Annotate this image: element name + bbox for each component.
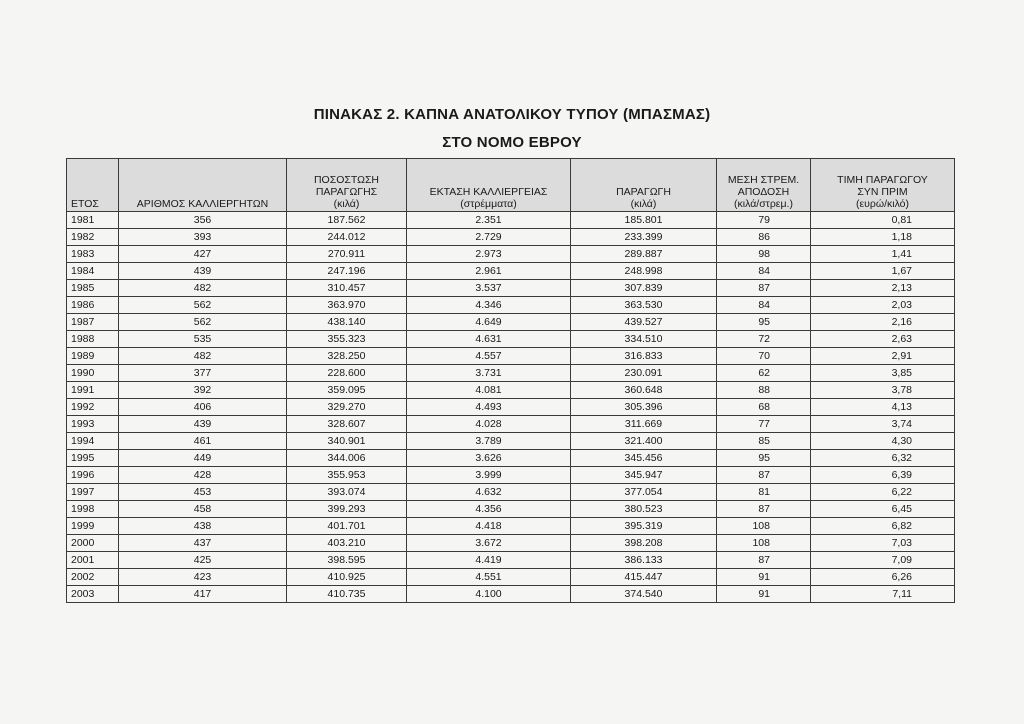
cell-yield: 77 — [717, 416, 811, 433]
cell-area: 3.789 — [407, 433, 571, 450]
cell-price: 3,74 — [811, 416, 955, 433]
table-row — [67, 467, 955, 484]
cell-yield: 87 — [717, 280, 811, 297]
cell-price: 4,30 — [811, 433, 955, 450]
cell-area: 4.100 — [407, 586, 571, 603]
cell-year: 1994 — [67, 433, 119, 450]
cell-year: 1984 — [67, 263, 119, 280]
table-row — [67, 331, 955, 348]
table-row — [67, 365, 955, 382]
cell-year: 2003 — [67, 586, 119, 603]
table-row — [67, 586, 955, 603]
table-row — [67, 416, 955, 433]
cell-year: 1985 — [67, 280, 119, 297]
cell-price: 1,67 — [811, 263, 955, 280]
cell-yield: 79 — [717, 212, 811, 229]
cell-price: 7,03 — [811, 535, 955, 552]
cell-year: 1995 — [67, 450, 119, 467]
cell-growers: 417 — [119, 586, 287, 603]
cell-quota: 410.925 — [287, 569, 407, 586]
cell-year: 1988 — [67, 331, 119, 348]
cell-yield: 84 — [717, 263, 811, 280]
header-line: ΑΡΙΘΜΟΣ ΚΑΛΛΙΕΡΓΗΤΩΝ — [136, 198, 269, 210]
cell-quota: 247.196 — [287, 263, 407, 280]
cell-quota: 393.074 — [287, 484, 407, 501]
cell-quota: 399.293 — [287, 501, 407, 518]
cell-growers: 392 — [119, 382, 287, 399]
table-row — [67, 348, 955, 365]
cell-year: 1992 — [67, 399, 119, 416]
cell-year: 1986 — [67, 297, 119, 314]
cell-area: 4.557 — [407, 348, 571, 365]
cell-quota: 355.953 — [287, 467, 407, 484]
header-row — [67, 159, 955, 212]
cell-yield: 87 — [717, 501, 811, 518]
cell-year: 1993 — [67, 416, 119, 433]
table-row — [67, 263, 955, 280]
header-year — [67, 159, 119, 212]
cell-growers: 458 — [119, 501, 287, 518]
cell-growers: 437 — [119, 535, 287, 552]
cell-quota: 363.970 — [287, 297, 407, 314]
header-yield — [717, 159, 811, 212]
cell-growers: 423 — [119, 569, 287, 586]
cell-yield: 108 — [717, 535, 811, 552]
header-line: ΠΟΣΟΣΤΩΣΗ — [313, 174, 380, 186]
tobacco-data-table — [66, 158, 955, 603]
cell-quota: 403.210 — [287, 535, 407, 552]
cell-production: 307.839 — [571, 280, 717, 297]
cell-price: 2,16 — [811, 314, 955, 331]
cell-area: 3.672 — [407, 535, 571, 552]
cell-production: 321.400 — [571, 433, 717, 450]
cell-area: 4.631 — [407, 331, 571, 348]
cell-production: 289.887 — [571, 246, 717, 263]
header-production — [571, 159, 717, 212]
cell-price: 0,81 — [811, 212, 955, 229]
cell-year: 2001 — [67, 552, 119, 569]
cell-production: 233.399 — [571, 229, 717, 246]
cell-price: 2,03 — [811, 297, 955, 314]
cell-price: 1,18 — [811, 229, 955, 246]
cell-quota: 355.323 — [287, 331, 407, 348]
cell-yield: 62 — [717, 365, 811, 382]
cell-price: 3,85 — [811, 365, 955, 382]
cell-area: 4.632 — [407, 484, 571, 501]
cell-production: 363.530 — [571, 297, 717, 314]
header-line: (κιλά) — [333, 198, 360, 210]
header-line: ΠΑΡΑΓΩΓΗΣ — [315, 186, 378, 198]
header-line: (κιλά) — [630, 198, 657, 210]
cell-price: 2,13 — [811, 280, 955, 297]
cell-price: 3,78 — [811, 382, 955, 399]
cell-production: 185.801 — [571, 212, 717, 229]
cell-quota: 359.095 — [287, 382, 407, 399]
cell-production: 386.133 — [571, 552, 717, 569]
cell-year: 1991 — [67, 382, 119, 399]
header-line: (κιλά/στρεμ.) — [734, 198, 793, 210]
cell-production: 360.648 — [571, 382, 717, 399]
cell-growers: 393 — [119, 229, 287, 246]
header-area — [407, 159, 571, 212]
cell-growers: 428 — [119, 467, 287, 484]
cell-yield: 88 — [717, 382, 811, 399]
cell-year: 1981 — [67, 212, 119, 229]
cell-area: 2.351 — [407, 212, 571, 229]
cell-growers: 562 — [119, 314, 287, 331]
cell-growers: 438 — [119, 518, 287, 535]
header-line: ΣΥΝ ΠΡΙΜ — [857, 186, 908, 198]
cell-production: 374.540 — [571, 586, 717, 603]
cell-yield: 72 — [717, 331, 811, 348]
cell-area: 4.649 — [407, 314, 571, 331]
cell-area: 3.537 — [407, 280, 571, 297]
cell-growers: 427 — [119, 246, 287, 263]
cell-quota: 340.901 — [287, 433, 407, 450]
table-row — [67, 382, 955, 399]
cell-yield: 95 — [717, 314, 811, 331]
cell-growers: 356 — [119, 212, 287, 229]
header-line: ΕΚΤΑΣΗ ΚΑΛΛΙΕΡΓΕΙΑΣ — [429, 186, 548, 198]
cell-area: 3.999 — [407, 467, 571, 484]
cell-production: 398.208 — [571, 535, 717, 552]
cell-quota: 310.457 — [287, 280, 407, 297]
cell-quota: 401.701 — [287, 518, 407, 535]
cell-growers: 482 — [119, 280, 287, 297]
cell-quota: 270.911 — [287, 246, 407, 263]
table-row — [67, 450, 955, 467]
cell-area: 4.419 — [407, 552, 571, 569]
cell-growers: 453 — [119, 484, 287, 501]
cell-yield: 70 — [717, 348, 811, 365]
cell-yield: 81 — [717, 484, 811, 501]
table-row — [67, 484, 955, 501]
cell-price: 7,11 — [811, 586, 955, 603]
header-line: ΤΙΜΗ ΠΑΡΑΓΩΓΟΥ — [837, 174, 928, 186]
cell-yield: 108 — [717, 518, 811, 535]
cell-quota: 187.562 — [287, 212, 407, 229]
cell-price: 1,41 — [811, 246, 955, 263]
cell-growers: 425 — [119, 552, 287, 569]
table-row — [67, 552, 955, 569]
header-line: ΠΑΡΑΓΩΓΗ — [616, 186, 671, 198]
cell-price: 6,82 — [811, 518, 955, 535]
cell-growers: 562 — [119, 297, 287, 314]
cell-growers: 439 — [119, 263, 287, 280]
cell-growers: 449 — [119, 450, 287, 467]
cell-year: 2000 — [67, 535, 119, 552]
table-row — [67, 212, 955, 229]
table-row — [67, 229, 955, 246]
cell-year: 1989 — [67, 348, 119, 365]
cell-production: 305.396 — [571, 399, 717, 416]
cell-production: 334.510 — [571, 331, 717, 348]
table-row — [67, 280, 955, 297]
cell-quota: 244.012 — [287, 229, 407, 246]
header-quota — [287, 159, 407, 212]
cell-price: 4,13 — [811, 399, 955, 416]
cell-price: 6,22 — [811, 484, 955, 501]
cell-yield: 95 — [717, 450, 811, 467]
cell-production: 248.998 — [571, 263, 717, 280]
cell-growers: 439 — [119, 416, 287, 433]
cell-year: 1990 — [67, 365, 119, 382]
table-row — [67, 535, 955, 552]
header-line: ΜΕΣΗ ΣΤΡΕΜ. — [727, 174, 800, 186]
cell-production: 380.523 — [571, 501, 717, 518]
cell-yield: 68 — [717, 399, 811, 416]
cell-growers: 406 — [119, 399, 287, 416]
cell-yield: 91 — [717, 586, 811, 603]
cell-production: 230.091 — [571, 365, 717, 382]
header-growers — [119, 159, 287, 212]
cell-production: 316.833 — [571, 348, 717, 365]
cell-price: 6,45 — [811, 501, 955, 518]
cell-year: 1997 — [67, 484, 119, 501]
table-body — [67, 212, 955, 603]
cell-yield: 98 — [717, 246, 811, 263]
header-line: ΑΠΟΔΟΣΗ — [737, 186, 790, 198]
cell-year: 2002 — [67, 569, 119, 586]
table-row — [67, 399, 955, 416]
cell-price: 7,09 — [811, 552, 955, 569]
cell-quota: 328.607 — [287, 416, 407, 433]
cell-quota: 328.250 — [287, 348, 407, 365]
cell-year: 1982 — [67, 229, 119, 246]
cell-price: 6,32 — [811, 450, 955, 467]
table-row — [67, 501, 955, 518]
cell-yield: 84 — [717, 297, 811, 314]
cell-area: 2.973 — [407, 246, 571, 263]
cell-year: 1987 — [67, 314, 119, 331]
cell-year: 1983 — [67, 246, 119, 263]
cell-production: 415.447 — [571, 569, 717, 586]
cell-area: 4.356 — [407, 501, 571, 518]
cell-area: 2.729 — [407, 229, 571, 246]
header-line: ΕΤΟΣ — [71, 198, 99, 210]
cell-quota: 398.595 — [287, 552, 407, 569]
header-price — [811, 159, 955, 212]
cell-area: 2.961 — [407, 263, 571, 280]
cell-quota: 228.600 — [287, 365, 407, 382]
cell-quota: 344.006 — [287, 450, 407, 467]
cell-growers: 535 — [119, 331, 287, 348]
cell-area: 3.731 — [407, 365, 571, 382]
cell-production: 377.054 — [571, 484, 717, 501]
cell-production: 345.947 — [571, 467, 717, 484]
cell-quota: 329.270 — [287, 399, 407, 416]
cell-area: 4.346 — [407, 297, 571, 314]
cell-yield: 85 — [717, 433, 811, 450]
cell-area: 4.081 — [407, 382, 571, 399]
cell-growers: 482 — [119, 348, 287, 365]
table-title: ΠΙΝΑΚΑΣ 2. ΚΑΠΝΑ ΑΝΑΤΟΛΙΚΟΥ ΤΥΠΟΥ (ΜΠΑΣΜΑΣ) — [313, 106, 711, 123]
cell-area: 4.418 — [407, 518, 571, 535]
cell-yield: 87 — [717, 552, 811, 569]
table-row — [67, 297, 955, 314]
cell-year: 1999 — [67, 518, 119, 535]
cell-production: 395.319 — [571, 518, 717, 535]
cell-price: 6,26 — [811, 569, 955, 586]
cell-yield: 91 — [717, 569, 811, 586]
header-line: (στρέμματα) — [460, 198, 517, 210]
cell-production: 311.669 — [571, 416, 717, 433]
cell-price: 2,91 — [811, 348, 955, 365]
cell-growers: 377 — [119, 365, 287, 382]
cell-quota: 410.735 — [287, 586, 407, 603]
cell-area: 4.551 — [407, 569, 571, 586]
cell-quota: 438.140 — [287, 314, 407, 331]
table-row — [67, 433, 955, 450]
cell-growers: 461 — [119, 433, 287, 450]
cell-production: 439.527 — [571, 314, 717, 331]
table-row — [67, 569, 955, 586]
cell-area: 4.028 — [407, 416, 571, 433]
cell-price: 2,63 — [811, 331, 955, 348]
cell-area: 4.493 — [407, 399, 571, 416]
table-row — [67, 314, 955, 331]
table-subtitle: ΣΤΟ ΝΟΜΟ ΕΒΡΟΥ — [442, 134, 582, 151]
cell-yield: 87 — [717, 467, 811, 484]
cell-price: 6,39 — [811, 467, 955, 484]
cell-production: 345.456 — [571, 450, 717, 467]
header-line: (ευρώ/κιλό) — [855, 198, 910, 210]
cell-area: 3.626 — [407, 450, 571, 467]
cell-year: 1998 — [67, 501, 119, 518]
table-row — [67, 518, 955, 535]
table-row — [67, 246, 955, 263]
cell-yield: 86 — [717, 229, 811, 246]
cell-year: 1996 — [67, 467, 119, 484]
